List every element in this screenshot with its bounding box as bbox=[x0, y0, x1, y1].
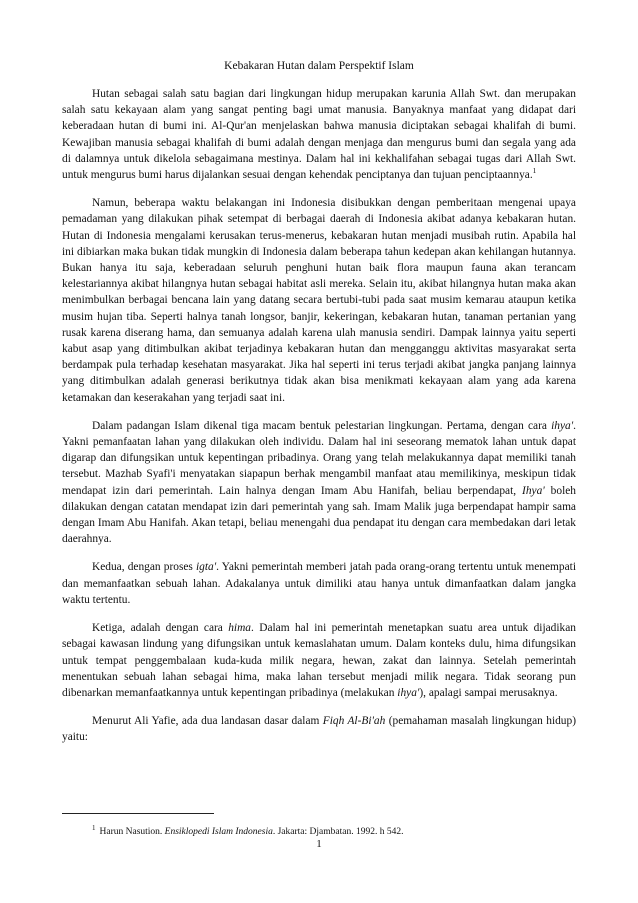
paragraph-1-text: Hutan sebagai salah satu bagian dari lingkungan hidup merupakan karunia Allah Swt. dan merupakan salah satu kekayaan alam yang sangat penting bagi umat manusia. Banyaknya manfaat yang didapat dari keberadaan hutan di bumi ini. Al-Qur'an menjelaskan bahwa manusia diciptakan sebagai khalifah di bumi. Kewajiban manusia sebagai khalifah di bumi adalah dengan menjaga dan mengurus bumi dan segala yang ada di dalamnya untuk dikelola sebagaimana mestinya. Dalam hal ini kekhalifahan sebagai tugas dari Allah Swt. untuk mengurus bumi harus dijalankan sesuai dengan kehendak penciptanya dan tujuan penciptaannya. bbox=[62, 88, 576, 182]
paragraph-6-text-a: Menurut Ali Yafie, ada dua landasan dasar dalam bbox=[92, 715, 323, 728]
paragraph-5-text-c: ), apalagi sampai merusaknya. bbox=[419, 686, 558, 699]
term-ihya-3: ihya' bbox=[397, 686, 420, 699]
paragraph-2-text: Namun, beberapa waktu belakangan ini Indonesia disibukkan dengan pemberitaan mengenai upaya pemadaman yang dilakukan pihak setempat di berbagai daerah di Indonesia akibat adanya kebakaran hutan. Hutan di Indonesia mengalami kerusakan terus-menerus, kebakaran hutan menjadi musibah rutin. Apabila hal ini dibiarkan maka bukan tidak mungkin di Indonesia dalam beberapa tahun kedepan akan kehilangan hutannya. Bukan hanya itu saja, keberadaan seluruh penghuni hutan baik flora maupun fauna akan terancam kelestariannya akibat hilangnya hutan sebagai habitat asli mereka. Selain itu, akibat hilangnya hutan maka akan menimbulkan berbagai bencana lain yang datang secara bertubi-tubi pada saat musim kemarau ataupun ketika musim hujan tiba. Seperti halnya tanah longsor, banjir, kekeringan, kebakaran hutan, tanaman pertanian yang rusak karena diserang hama, dan semuanya adalah karena ulah manusia sendiri. Dampak lainnya yaitu seperti kabut asap yang ditimbulkan akibat terjadinya kebakaran hutan dan mengganggu aktivitas masyarakat serta berdampak pula terhadap kesehatan masyarakat. Jika hal seperti ini terus terjadi akibat jangka panjang lainnya yang ditimbulkan adalah generasi berikutnya tidak akan bisa menikmati kekayaan alam yang ada karena ketamakan dan keserakahan yang terjadi saat ini. bbox=[62, 197, 576, 404]
term-fiqh-al-biah: Fiqh Al-Bi'ah bbox=[322, 715, 386, 728]
term-hima: hima bbox=[228, 622, 252, 635]
document-title: Kebakaran Hutan dalam Perspektif Islam bbox=[224, 60, 414, 72]
paragraph-4-text-a: Kedua, dengan proses bbox=[92, 561, 197, 574]
footnote bbox=[92, 822, 576, 838]
paragraph-2 bbox=[62, 195, 576, 406]
footnote-publication: . Jakarta: Djambatan. 1992. h 542. bbox=[272, 827, 404, 838]
paragraph-3-text-b: . Yakni pemanfaatan lahan yang dilakukan oleh individu. Dalam hal ini seseorang mematok lahan untuk dapat digarap dan difungsikan untuk kepentingan pribadinya. Orang yang telah melakukannya dapat memiliki tanah tersebut. Mazhab Syafi'i menyatakan siapapun berhak mengambil manfaat atau memilikinya, meskipun tidak mendapat izin dari pemerintah. Lain halnya dengan Imam Abu Hanifah, beliau berpendapat, bbox=[62, 419, 576, 497]
paragraph-5-text-a: Ketiga, adalah dengan cara bbox=[92, 622, 229, 635]
footnote-author: Harun Nasution. bbox=[99, 827, 165, 838]
paragraph-6 bbox=[62, 713, 576, 745]
paragraph-3 bbox=[62, 418, 576, 548]
footnote-number: 1 bbox=[92, 824, 96, 832]
paragraph-6-text-b: (pemahaman masalah lingkungan hidup) yaitu: bbox=[62, 715, 576, 744]
term-igta: igta' bbox=[196, 561, 217, 574]
term-ihya-2: Ihya' bbox=[522, 484, 545, 497]
page-number: 1 bbox=[316, 838, 322, 850]
paragraph-4-text-b: . Yakni pemerintah memberi jatah pada orang-orang tertentu untuk menempati dan memanfaatkan sebuah lahan. Adakalanya untuk dimiliki atau hanya untuk dimanfaatkan dalam jangka waktu tertentu. bbox=[62, 561, 576, 606]
paragraph-5-text-b: . Dalam hal ini pemerintah menetapkan suatu area untuk dijadikan sebagai kawasan lindung yang difungsikan untuk kemaslahatan umum. Dalam konteks dulu, hima difungsikan untuk tempat penggembalaan kuda-kuda milik negara, hewan, zakat dan lainnya. Setelah pemerintah menentukan sebuah lahan sebagai hima, maka lahan tersebut menjadi milik negara. Tidak seorang pun dibenarkan memanfaatkannya untuk kepentingan pribadinya (melakukan bbox=[62, 622, 576, 699]
paragraph-4 bbox=[62, 559, 576, 608]
document-body bbox=[62, 86, 576, 746]
paragraph-5 bbox=[62, 620, 576, 701]
footnote-separator bbox=[62, 813, 214, 814]
term-ihya: ihya' bbox=[551, 419, 574, 432]
footnote-book-title: Ensiklopedi Islam Indonesia bbox=[164, 827, 273, 838]
paragraph-3-text-c: boleh dilakukan dengan catatan mendapat izin dari pemerintah yang sah. Imam Malik juga berpendapat hampir sama dengan Imam Abu Hanifah. Akan tetapi, beliau menengahi dua pendapat itu dengan cara membedakan dari letak daerahnya. bbox=[62, 484, 576, 546]
paragraph-3-text-a: Dalam padangan Islam dikenal tiga macam bentuk pelestarian lingkungan. Pertama, dengan cara bbox=[92, 419, 552, 432]
footnote-ref-1[interactable]: 1 bbox=[532, 166, 537, 176]
paragraph-1 bbox=[62, 86, 576, 183]
